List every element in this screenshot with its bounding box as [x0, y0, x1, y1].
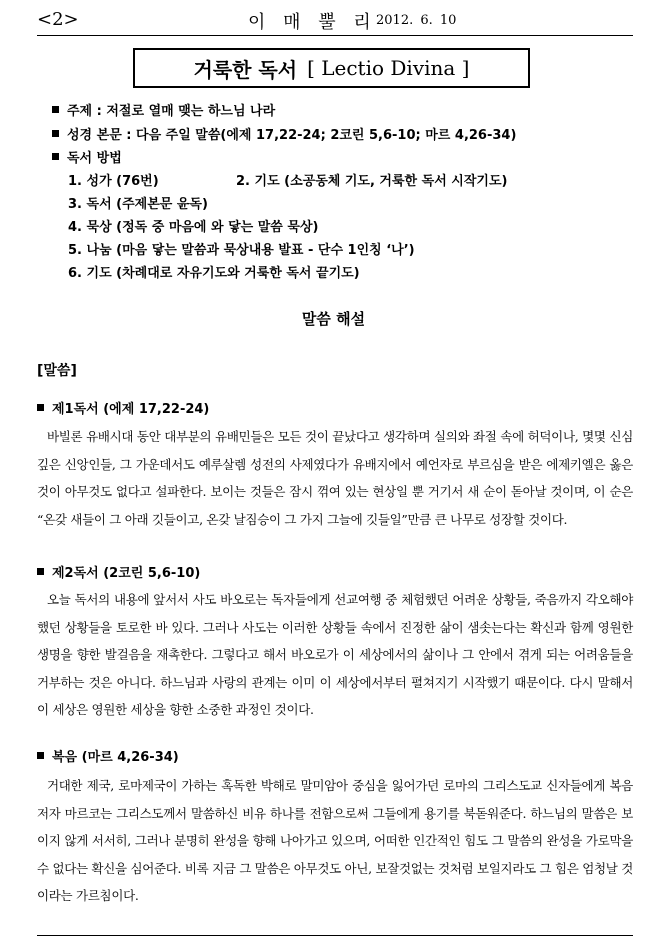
header-rule	[37, 35, 633, 36]
title-box	[133, 48, 530, 88]
method-heading: 독서 방법	[67, 151, 122, 166]
square-bullet-icon	[52, 106, 59, 113]
reading-title: 제2독서 (2코린 5,6-10)	[37, 562, 200, 581]
scripture-line	[52, 124, 516, 143]
theme-line	[52, 100, 275, 119]
reading-title: 제1독서 (에제 17,22-24)	[37, 398, 209, 417]
method-heading-line	[52, 147, 122, 166]
title-latin: [ Lectio Divina ]	[307, 56, 470, 80]
page-number: <2>	[37, 9, 79, 30]
reading-text: 거대한 제국, 로마제국이 가하는 혹독한 박해로 말미암아 중심을 잃어가던 로마의 그리스도교 신자들에게 복음저자 마르코는 그리스도께서 말씀하신 비유 하나를 전함으로써 그들에게 용기를 북돋워준다. 하느님의 말씀은 보이지 않게 서서히, 그러나 분명히 완성을 향해 나아가고 있으며, 어떠한 인간적인 힘도 그 말씀의 완성을 가로막을 수 없다는 확신을 심어준다. 비록 지금 그 말씀은 아무것도 아닌, 보잘것없는 것처럼 보일지라도 그 힘은 엄청날 것이라는 가르침이다.	[37, 778, 633, 903]
square-bullet-icon	[37, 404, 44, 411]
commentary-heading: 말씀 해설	[301, 310, 366, 328]
step-item: 3. 독서 (주제본문 윤독)	[68, 197, 208, 212]
square-bullet-icon	[37, 568, 44, 575]
title-main: 거룩한 독서	[193, 57, 298, 82]
newsletter-name: 이 매 뿔 리	[248, 12, 377, 33]
reading-title: 복음 (마르 4,26-34)	[37, 746, 179, 765]
step-item: 2. 기도 (소공동체 기도, 거룩한 독서 시작기도)	[236, 174, 508, 189]
reading-text: 오늘 독서의 내용에 앞서서 사도 바오로는 독자들에게 선교여행 중 체험했던 어려운 상황들, 죽음까지 각오해야 했던 상황들을 토로한 바 있다. 그러나 사도는 이러한 상황들 속에서 진정한 삶이 샘솟는다는 확신과 함께 영원한 생명을 향한 발걸음을 재촉한다. 그렇다고 해서 바오로가 이 세상에서의 삶이나 그 안에서 겪게 되는 어려움들을 거부하는 것은 아니다. 하느님과 사랑의 관계는 이미 이 세상에서부터 펼쳐지기 시작했기 때문이다. 다시 말해서 이 세상은 영원한 세상을 향한 소중한 과정인 것이다.	[37, 592, 633, 717]
square-bullet-icon	[37, 752, 44, 759]
square-bullet-icon	[52, 153, 59, 160]
issue-date: 2012. 6. 10	[376, 13, 457, 28]
step-item: 5. 나눔 (마음 닿는 말씀과 묵상내용 발표 - 단수 1인칭 ‘나’)	[68, 243, 415, 258]
scripture-text: 성경 본문 : 다음 주일 말씀(에제 17,22-24; 2코린 5,6-10; 마르 4,26-34)	[67, 128, 517, 143]
footer-rule	[37, 935, 633, 936]
square-bullet-icon	[52, 130, 59, 137]
step-item: 4. 묵상 (정독 중 마음에 와 닿는 말씀 묵상)	[68, 220, 319, 235]
theme-text: 주제 : 저절로 열매 맺는 하느님 나라	[67, 104, 276, 119]
section-label: [말씀]	[37, 363, 77, 379]
step-item: 1. 성가 (76번)	[68, 174, 159, 189]
reading-text: 바빌론 유배시대 동안 대부분의 유배민들은 모든 것이 끝났다고 생각하며 실의와 좌절 속에 허덕이나, 몇몇 신심 깊은 신앙인들, 그 가운데서도 예루살렘 성전의 사제였다가 유배지에서 예언자로 부르심을 받은 에제키엘은 옳은 것이 아무것도 없다고 설파한다. 보이는 것들은 잠시 꺾여 있는 현상일 뿐 거기서 새 순이 돋아날 것이며, 이 순은 “온갖 새들이 그 아래 깃들이고, 온갖 날짐승이 그 가지 그늘에 깃들일”만큼 큰 나무로 성장할 것이다.	[37, 429, 633, 527]
step-item: 6. 기도 (차례대로 자유기도와 거룩한 독서 끝기도)	[68, 266, 360, 281]
